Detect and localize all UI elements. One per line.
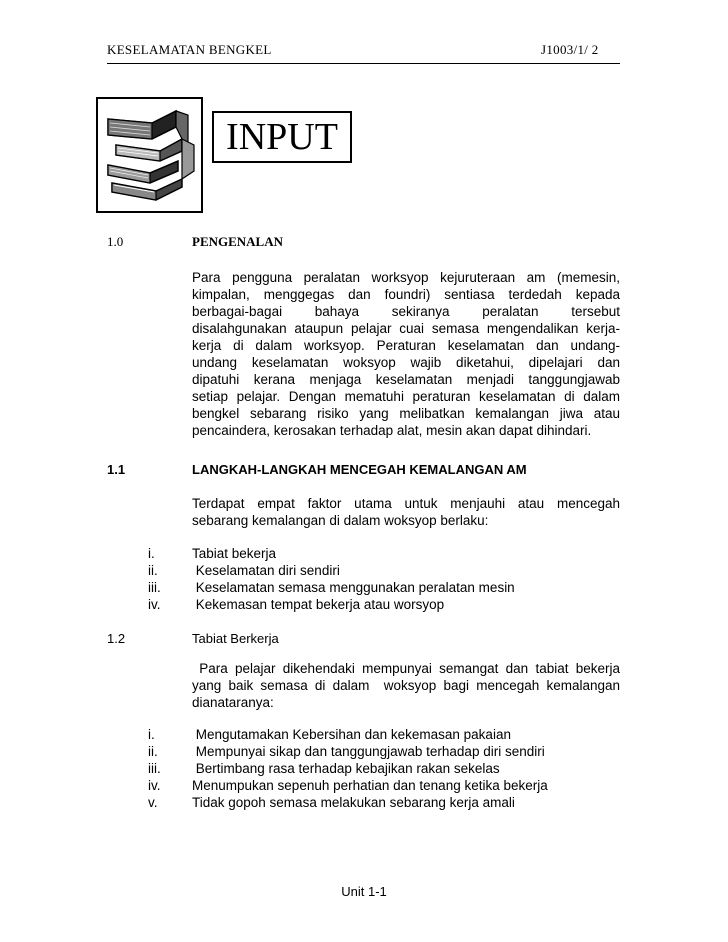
paragraph-line: kimpalan, menggegas dan foundri) sentiasa terdedah kepada bbox=[192, 287, 620, 302]
list-item-text: Mempunyai sikap dan tanggungjawab terhadap diri sendiri bbox=[192, 744, 545, 759]
list-item-text: Kekemasan tempat bekerja atau worsyop bbox=[192, 597, 445, 612]
paragraph-pengenalan bbox=[192, 269, 620, 439]
paragraph-line: sebarang kemalangan di dalam woksyop berlaku: bbox=[192, 513, 489, 528]
header-code: J1003/1/ 2 bbox=[541, 42, 599, 57]
list-item-number: iv. bbox=[148, 597, 161, 612]
paragraph-line: disalahgunakan ataupun pelajar cuai semasa mengendalikan kerja- bbox=[192, 321, 620, 336]
list-item-number: iii. bbox=[148, 580, 161, 595]
list-item-number: i. bbox=[148, 546, 155, 561]
section-number-1-0: 1.0 bbox=[107, 234, 124, 249]
section-heading-pengenalan: PENGENALAN bbox=[192, 234, 284, 249]
list-item-text: Keselamatan diri sendiri bbox=[192, 563, 340, 578]
list-item-number: iii. bbox=[148, 761, 161, 776]
paragraph-line: Para pelajar dikehendaki mempunyai semangat dan tabiat bekerja bbox=[192, 661, 620, 676]
paragraph-line: kerja di dalam worksyop. Peraturan keselamatan dan undang- bbox=[192, 338, 620, 353]
paragraph-line: undang keselamatan woksyop wajib diketahui, dipelajari dan bbox=[192, 355, 620, 370]
books-stack-icon bbox=[98, 99, 201, 211]
list-item-number: i. bbox=[148, 727, 155, 742]
list-item-text: Menumpukan sepenuh perhatian dan tenang ketika bekerja bbox=[192, 778, 548, 793]
input-title: INPUT bbox=[226, 116, 338, 158]
section-heading-tabiat: Tabiat Berkerja bbox=[192, 631, 279, 646]
paragraph-line: Terdapat empat faktor utama untuk menjauhi atau mencegah bbox=[192, 496, 620, 511]
paragraph-line: yang baik semasa di dalam woksyop bagi mencegah kemalangan bbox=[192, 678, 620, 693]
list-item-text: Tidak gopoh semasa melakukan sebarang kerja amali bbox=[192, 795, 515, 810]
list-item-text: Tabiat bekerja bbox=[192, 546, 277, 561]
paragraph-tabiat bbox=[192, 660, 620, 711]
section-number-1-1: 1.1 bbox=[107, 462, 126, 477]
list-item-number: v. bbox=[148, 795, 158, 810]
paragraph-langkah bbox=[192, 495, 620, 529]
paragraph-line: setiap pelajar. Dengan mematuhi peraturan keselamatan di dalam bbox=[192, 389, 620, 404]
page-footer: Unit 1-1 bbox=[341, 884, 387, 899]
paragraph-line: pencaindera, kerosakan terhadap alat, mesin akan dapat dihindari. bbox=[192, 423, 592, 438]
section-heading-langkah: LANGKAH-LANGKAH MENCEGAH KEMALANGAN AM bbox=[192, 462, 527, 477]
list-item-text: Bertimbang rasa terhadap kebajikan rakan sekelas bbox=[192, 761, 500, 776]
list-item-text: Mengutamakan Kebersihan dan kekemasan pakaian bbox=[192, 727, 511, 742]
list-item-text: Keselamatan semasa menggunakan peralatan mesin bbox=[192, 580, 515, 595]
header-rule bbox=[107, 63, 620, 64]
list-item-number: ii. bbox=[148, 744, 158, 759]
list-item-number: ii. bbox=[148, 563, 158, 578]
list-item-number: iv. bbox=[148, 778, 161, 793]
paragraph-line: berbagai-bagai bahaya sekiranya peralatan tersebut bbox=[192, 304, 620, 319]
input-banner bbox=[212, 111, 352, 163]
header-title: KESELAMATAN BENGKEL bbox=[107, 42, 272, 57]
section-number-1-2: 1.2 bbox=[107, 631, 126, 646]
paragraph-line: dianataranya: bbox=[192, 695, 274, 710]
logo-frame bbox=[96, 97, 203, 213]
paragraph-line: dipatuhi kerana menjaga keselamatan menjadi tanggungjawab bbox=[192, 372, 620, 387]
paragraph-line: Para pengguna peralatan worksyop kejuruteraan am (memesin, bbox=[192, 270, 620, 285]
paragraph-line: bengkel sebarang risiko yang melibatkan kemalangan jiwa atau bbox=[192, 406, 620, 421]
